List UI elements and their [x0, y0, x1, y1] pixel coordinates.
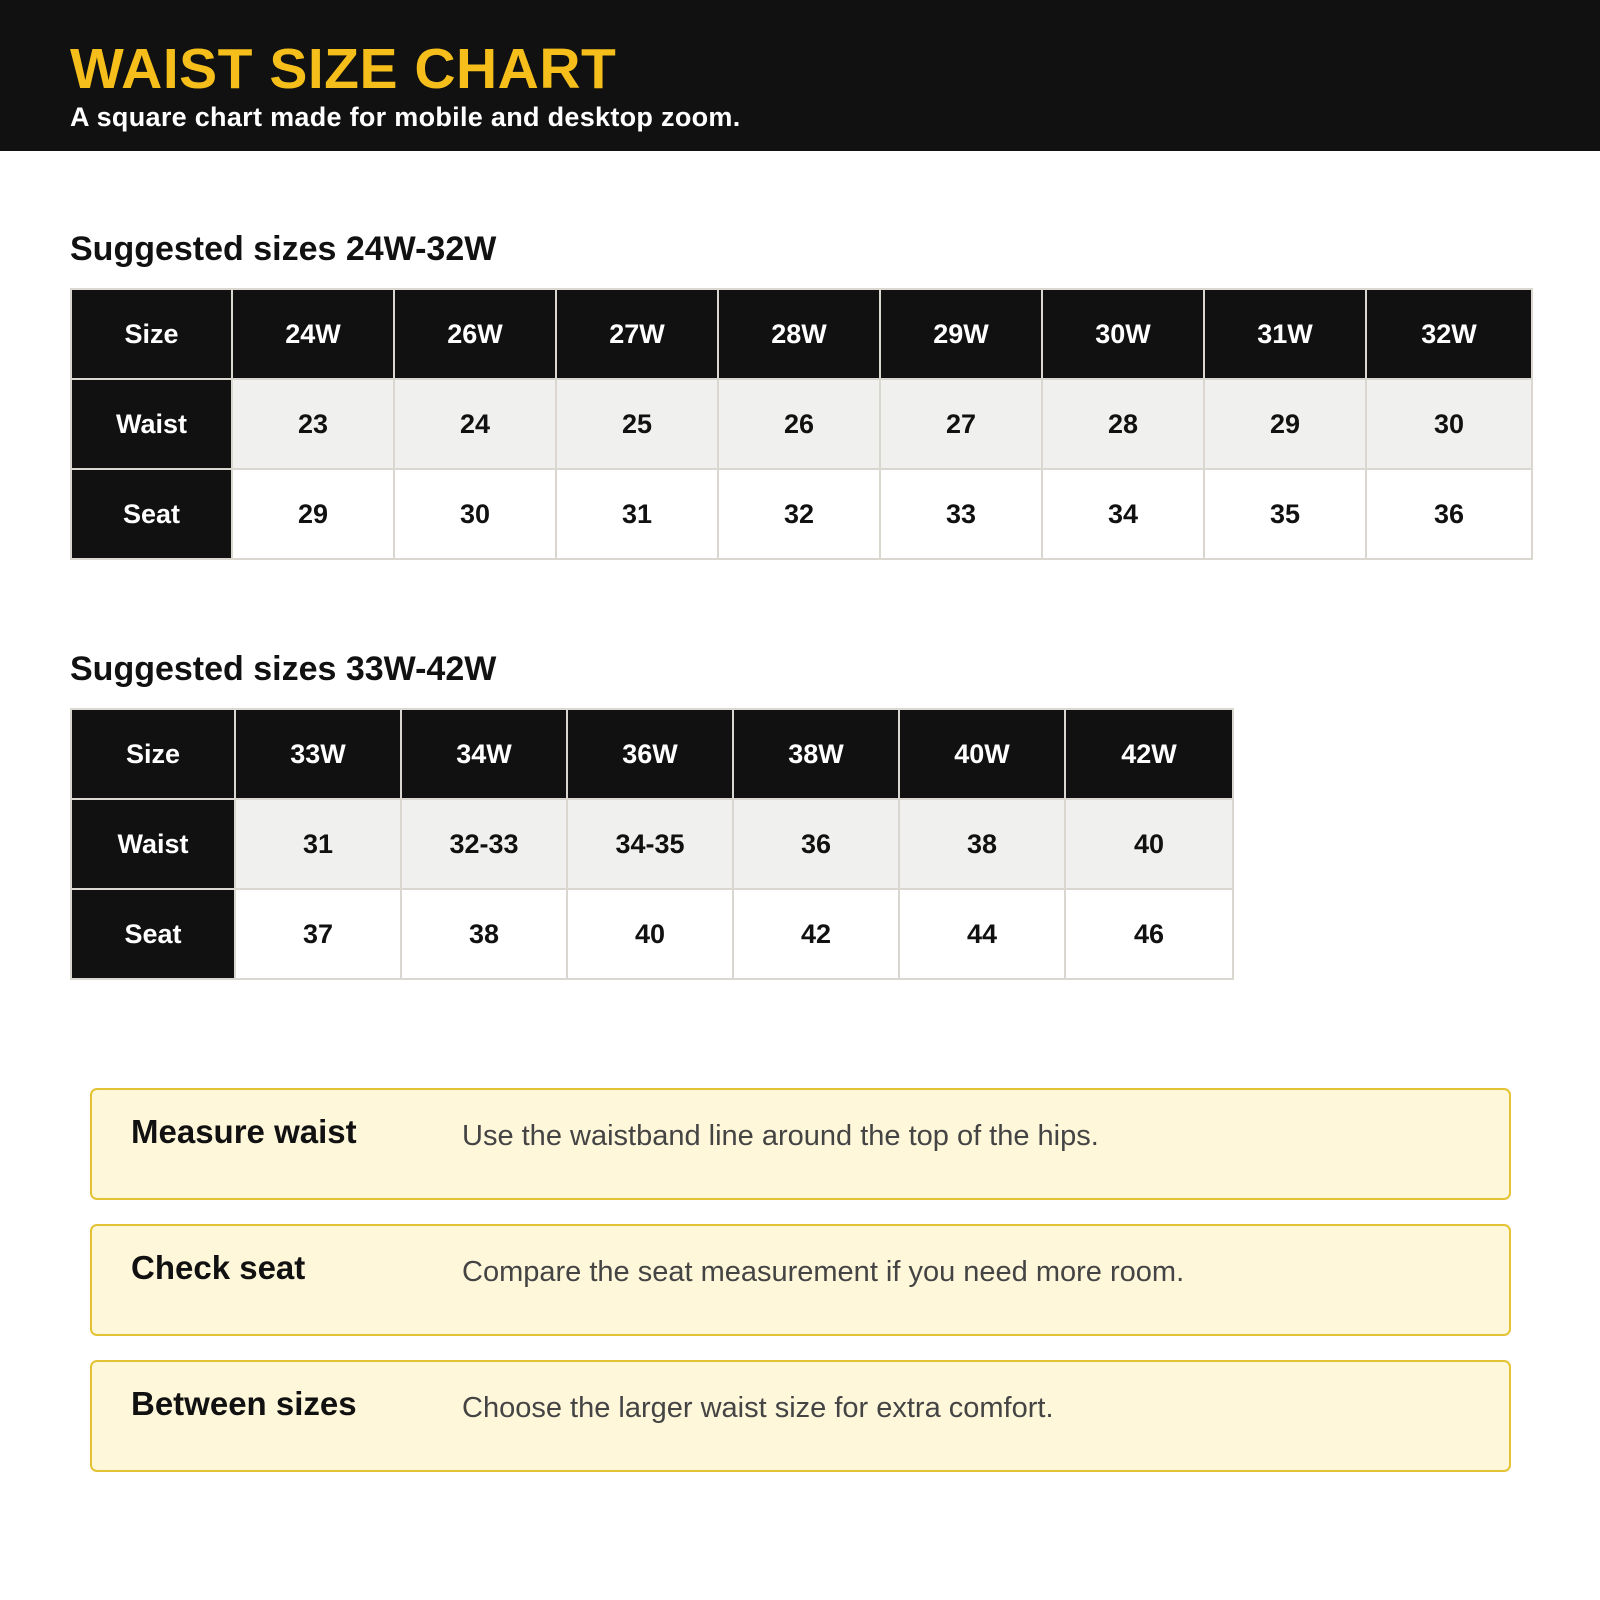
- waist-cell: 24: [394, 379, 556, 469]
- waist-cell: 38: [899, 799, 1065, 889]
- waist-cell: 40: [1065, 799, 1233, 889]
- size-cell: 26W: [394, 289, 556, 379]
- table-row-seat: [71, 469, 1532, 559]
- seat-cell: 46: [1065, 889, 1233, 979]
- section-title-large-sizes: Suggested sizes 33W-42W: [70, 650, 497, 688]
- size-cell: 27W: [556, 289, 718, 379]
- seat-cell: 34: [1042, 469, 1204, 559]
- tip-text: Compare the seat measurement if you need more room.: [462, 1256, 1185, 1288]
- row-label-waist: Waist: [71, 379, 232, 469]
- table-row-waist: [71, 379, 1532, 469]
- tip-card-between-sizes: [90, 1360, 1511, 1472]
- tip-card-check-seat: [90, 1224, 1511, 1336]
- seat-cell: 32: [718, 469, 880, 559]
- row-label-size: Size: [71, 709, 235, 799]
- size-cell: 36W: [567, 709, 733, 799]
- waist-cell: 23: [232, 379, 394, 469]
- waist-cell: 34-35: [567, 799, 733, 889]
- section-title-small-sizes: Suggested sizes 24W-32W: [70, 230, 497, 268]
- size-cell: 33W: [235, 709, 401, 799]
- page-title: WAIST SIZE CHART: [70, 37, 617, 101]
- table-row-size: [71, 289, 1532, 379]
- size-cell: 42W: [1065, 709, 1233, 799]
- tip-card-measure-waist: [90, 1088, 1511, 1200]
- tip-label: Measure waist: [131, 1113, 357, 1150]
- waist-cell: 25: [556, 379, 718, 469]
- waist-cell: 26: [718, 379, 880, 469]
- page-header: [0, 0, 1600, 151]
- page-subtitle: A square chart made for mobile and desktop zoom.: [70, 102, 741, 132]
- row-label-seat: Seat: [71, 469, 232, 559]
- table-row-size: [71, 709, 1233, 799]
- seat-cell: 37: [235, 889, 401, 979]
- tip-label: Between sizes: [131, 1385, 357, 1422]
- waist-cell: 31: [235, 799, 401, 889]
- size-cell: 24W: [232, 289, 394, 379]
- size-cell: 29W: [880, 289, 1042, 379]
- row-label-seat: Seat: [71, 889, 235, 979]
- tip-text: Use the waistband line around the top of the hips.: [462, 1120, 1099, 1152]
- seat-cell: 42: [733, 889, 899, 979]
- tip-label: Check seat: [131, 1249, 306, 1286]
- seat-cell: 33: [880, 469, 1042, 559]
- size-table-large: [70, 708, 1234, 980]
- size-cell: 32W: [1366, 289, 1532, 379]
- table-row-seat: [71, 889, 1233, 979]
- seat-cell: 35: [1204, 469, 1366, 559]
- size-cell: 28W: [718, 289, 880, 379]
- seat-cell: 40: [567, 889, 733, 979]
- seat-cell: 36: [1366, 469, 1532, 559]
- waist-cell: 27: [880, 379, 1042, 469]
- size-cell: 31W: [1204, 289, 1366, 379]
- seat-cell: 30: [394, 469, 556, 559]
- size-cell: 30W: [1042, 289, 1204, 379]
- tip-text: Choose the larger waist size for extra comfort.: [462, 1392, 1054, 1424]
- size-cell: 38W: [733, 709, 899, 799]
- waist-cell: 28: [1042, 379, 1204, 469]
- row-label-waist: Waist: [71, 799, 235, 889]
- seat-cell: 38: [401, 889, 567, 979]
- waist-cell: 29: [1204, 379, 1366, 469]
- seat-cell: 44: [899, 889, 1065, 979]
- size-cell: 34W: [401, 709, 567, 799]
- size-table-small: [70, 288, 1533, 560]
- seat-cell: 29: [232, 469, 394, 559]
- table-row-waist: [71, 799, 1233, 889]
- waist-cell: 32-33: [401, 799, 567, 889]
- seat-cell: 31: [556, 469, 718, 559]
- size-cell: 40W: [899, 709, 1065, 799]
- waist-cell: 36: [733, 799, 899, 889]
- waist-cell: 30: [1366, 379, 1532, 469]
- row-label-size: Size: [71, 289, 232, 379]
